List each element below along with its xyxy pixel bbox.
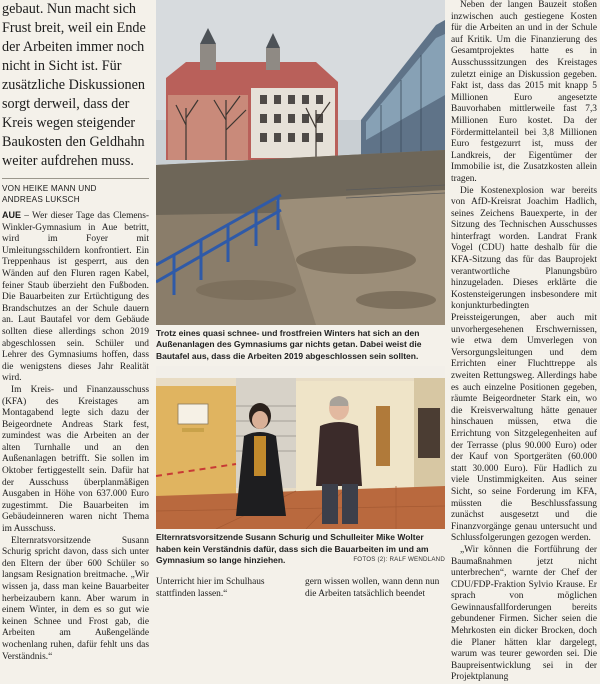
middle-body-left: Unterricht hier im Schulhaus stattfinden lassen.“	[156, 577, 265, 599]
photo-credit: FOTOS (2): RALF WENDLAND	[353, 556, 445, 564]
left-body	[2, 210, 149, 663]
middle-body-right: gern wissen wollen, wann denn nun die Arbeiten tatsächlich beendet	[305, 577, 440, 599]
right-paragraph-1: Neben der langen Bauzeit stoßen inzwischen auch gestiegene Kosten für die Arbeiten an und in der Schule auf Kritik. Um die Finanzierung des Gesamtprojektes hatte es in Ausschusssitzungen des Kreistages zuletzt einige an Diskussion gegeben. Fakt ist, dass das 2015 mit knapp 5 Millionen Euro angesetzte Bauvorhaben mittlerweile fast 7,3 Millionen Euro kostet. Da der Fördermittelanteil bei 3,8 Millionen Euro festgezurrt ist, muss der Landkreis, der Eigentümer der Immobilie ist, die Zusatzkosten allein tragen.	[451, 0, 597, 184]
right-column	[451, 0, 597, 684]
dateline-place: AUE	[2, 210, 22, 220]
middle-column	[156, 0, 445, 600]
paragraph-1	[2, 210, 149, 385]
interview-photo	[156, 366, 445, 529]
byline-line-1: VON HEIKE MANN UND	[2, 184, 97, 193]
left-column	[2, 0, 149, 663]
construction-site-photo	[156, 0, 445, 325]
right-paragraph-2: Die Kostenexplosion war bereits von AfD-Kreisrat Joachim Hadlich, seines Zeichens Bauexperte, in der Sitzung des Technischen Ausschusses hinterfragt worden. Landrat Frank Vogel (CDU) hatte deshalb für die KFA-Sitzung das für das Bauprojekt verantwortliche Planungsbüro hinzugeladen. Dieses erklärte die Kostensteigerungen insbesondere mit konjunkturbedingten Preissteigerungen, aber auch mit unvorhergesehenen Erschwernissen, wie etwa dem Umverlegen von Versorgungsleitungen und dem Errichten einer Fluchttreppe als zweiten Rettungsweg. Allerdings habe es auch einzelne Positionen gegeben, räumte Beigeordneter Stark ein, wo die Kreisverwaltung hätte genauer hinschauen müssen, etwa die Errichtung von Sitzgelegenheiten auf der Terrasse (plus 90.000 Euro) oder der Kauf von Sportgeräten (60.000 statt 30.000 Euro). Für Hadlich zu viele Unstimmigkeiten. Aus seiner Sicht, so seine Forderung im KFA, müssten die Beschlussfassung zunächst ausgesetzt und die Finanzvorgänge genau untersucht und Schlussfolgerungen gezogen werden.	[451, 185, 597, 544]
right-body	[451, 0, 597, 684]
caption-bottom: Elternratsvorsitzende Susann Schurig und Schulleiter Mike Wolter haben kein Verständnis dafür, dass sich die Bauarbeiten im und am Gymnasium so lange hinziehen.	[156, 532, 429, 566]
article-lead: gebaut. Nun macht sich Frust breit, weil ein Ende der Arbeiten immer noch nicht in Sicht ist. Für zusätzliche Diskussionen sorgt derweil, dass der Kreis wegen steigender Baukosten den Geldhahn weiter aufdrehen muss.	[2, 1, 146, 169]
byline-line-2: ANDREAS LUKSCH	[2, 195, 80, 204]
paragraph-1-text: – Wer dieser Tage das Clemens-Winkler-Gymnasium in Aue betritt, wird im Foyer mit Umleitungsschildern konfrontiert. Ein Treppenhaus ist gesperrt, aus den Wänden auf den Fluren ragen Kabel, feiner Staub überzieht den Fußboden. Die Bauarbeiten zur Ertüchtigung des Brandschutzes an der Schule dauern an. Laut Bautafel vor dem Gebäude sollten diese allerdings schon 2019 abgeschlossen sein. Schüler und Lehrer des Gymnasiums hoffen, dass die wenigstens dieses Jahr Realität wird.	[2, 211, 149, 384]
byline	[2, 178, 149, 205]
caption-top: Trotz eines quasi schnee- und frostfreien Winters hat sich an den Außenanlagen des Gymnasiums gar nichts getan. Dabei weist die Bautafel aus, dass die Arbeiten 2019 abgeschlossen sein sollten.	[156, 328, 422, 361]
paragraph-2: Im Kreis- und Finanzausschuss (KFA) des Kreistages am Montagabend legte sich dazu der Beigeordnete Andreas Stark fest, zumindest was die Arbeiten an der alten Turnhalle und an den Außenanlagen betrifft. Sie sollen im Oktober fertiggestellt sein. Dafür hat der Ausschuss überplanmäßigen Ausgaben in Höhe von 637.000 Euro zugestimmt. Die Bauarbeiten im Gebäudeinneren waren nicht Thema im Ausschuss.	[2, 384, 149, 535]
paragraph-3: Elternratsvorsitzende Susann Schurig spricht davon, dass sich unter den Eltern der über 600 Schüler so langsam Resignation breitmache. „Wir wissen ja, dass man keine Bauarbeiter herbeizaubern kann. Aber warum in einem Winter, in dem es so gut wie keinen Schnee und Frost gab, die Arbeiten am Außengelände wochenlang ruhen, dafür fehlt uns das Verständnis.“	[2, 535, 149, 662]
right-paragraph-3: „Wir können die Fortführung der Baumaßnahmen jetzt nicht unterbrechen“, warnte der Chef der CDU/FDP-Fraktion Sylvio Krause. Er sprach von möglichen Gewinnausfallforderungen bereits gebundener Firmen. Sicher seien die Mehrkosten ein dicker Brocken, doch die Planer hätten klar dargelegt, warum was teurer geworden sei. Die Baupreisentwicklung sei in der Projektplanung	[451, 544, 597, 683]
